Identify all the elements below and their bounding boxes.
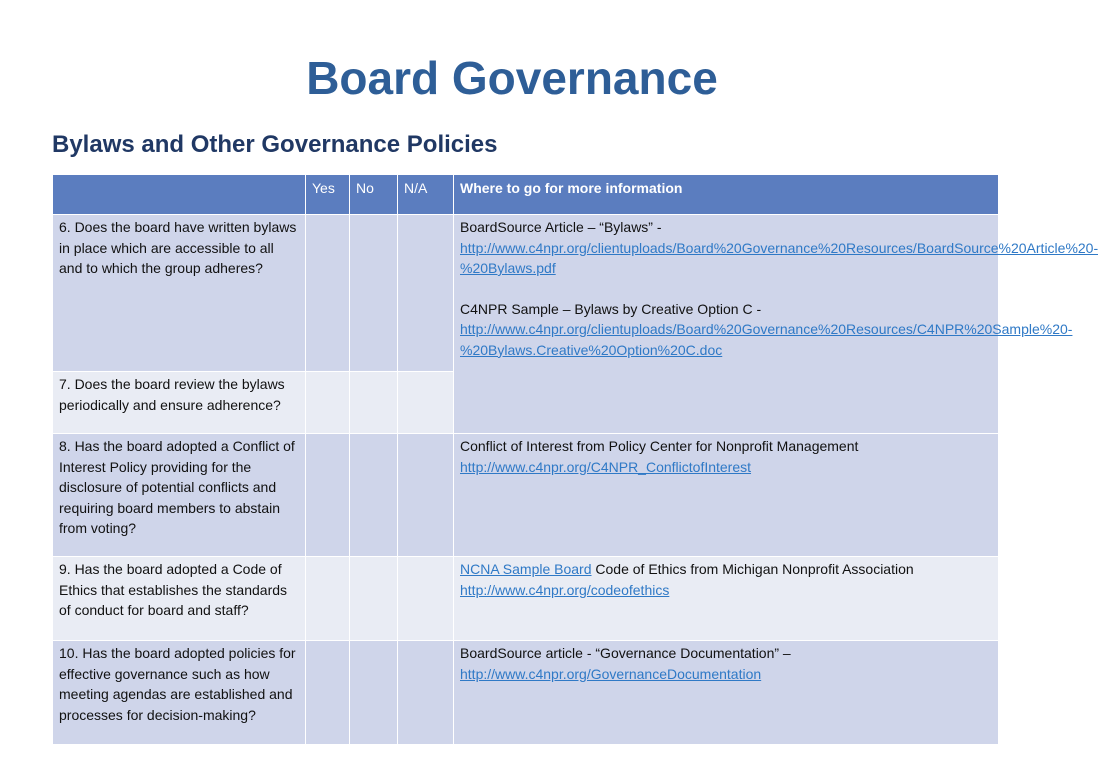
ncna-sample-board-link[interactable]: NCNA Sample Board [460,561,592,577]
question-cell: 10. Has the board adopted policies for effective governance such as how meeting agendas are established and processes for decision-making? [53,641,306,745]
info-line [460,561,914,577]
header-row [53,175,999,215]
no-cell[interactable] [350,215,398,372]
header-yes: Yes [306,175,350,215]
na-cell[interactable] [398,434,454,557]
info-text: BoardSource article - “Governance Documentation” – [460,645,791,661]
conflict-of-interest-link[interactable]: http://www.c4npr.org/C4NPR_ConflictofInterest [460,458,752,475]
info-cell [454,215,1098,434]
na-cell[interactable] [398,557,454,641]
no-cell[interactable] [350,434,398,557]
question-cell: 6. Does the board have written bylaws in place which are accessible to all and to which the group adheres? [53,215,306,372]
na-cell[interactable] [398,641,454,745]
info-cell [454,557,999,641]
yes-cell[interactable] [306,215,350,372]
info-text: C4NPR Sample – Bylaws by Creative Option C - [460,300,762,317]
no-cell[interactable] [350,557,398,641]
header-na: N/A [398,175,454,215]
yes-cell[interactable] [306,557,350,641]
no-cell[interactable] [350,372,398,434]
header-question [53,175,306,215]
info-text: Conflict of Interest from Policy Center for Nonprofit Management [460,438,859,454]
governance-table [52,174,1098,745]
info-text: Code of Ethics from Michigan Nonprofit Association [595,561,914,577]
table-row [53,215,999,372]
bylaws-sample-link[interactable]: http://www.c4npr.org/clientuploads/Board%20Governance%20Resources/C4NPR%20Sample%20-%20Bylaws.Creative%20Option%20C.doc [460,321,1073,358]
header-no: No [350,175,398,215]
no-cell[interactable] [350,641,398,745]
yes-cell[interactable] [306,434,350,557]
bylaws-article-link[interactable]: http://www.c4npr.org/clientuploads/Board%20Governance%20Resources/BoardSource%20Article%20-%20Bylaws.pdf [460,239,1098,276]
table-row [53,434,999,557]
info-cell [454,641,999,745]
question-cell: 9. Has the board adopted a Code of Ethics that establishes the standards of conduct for board and staff? [53,557,306,641]
table-row [53,557,999,641]
page-title: Board Governance [306,52,718,104]
yes-cell[interactable] [306,641,350,745]
question-cell: 7. Does the board review the bylaws periodically and ensure adherence? [53,372,306,434]
table-row [53,641,999,745]
code-of-ethics-link[interactable]: http://www.c4npr.org/codeofethics [460,581,670,598]
header-info: Where to go for more information [454,175,999,215]
na-cell[interactable] [398,215,454,372]
info-text: BoardSource Article – “Bylaws” - [460,219,662,235]
yes-cell[interactable] [306,372,350,434]
question-cell: 8. Has the board adopted a Conflict of Interest Policy providing for the disclosure of potential conflicts and requiring board members to abstain from voting? [53,434,306,557]
governance-documentation-link[interactable]: http://www.c4npr.org/GovernanceDocumentation [460,665,762,682]
section-subtitle: Bylaws and Other Governance Policies [52,131,498,158]
info-cell [454,434,999,557]
na-cell[interactable] [398,372,454,434]
